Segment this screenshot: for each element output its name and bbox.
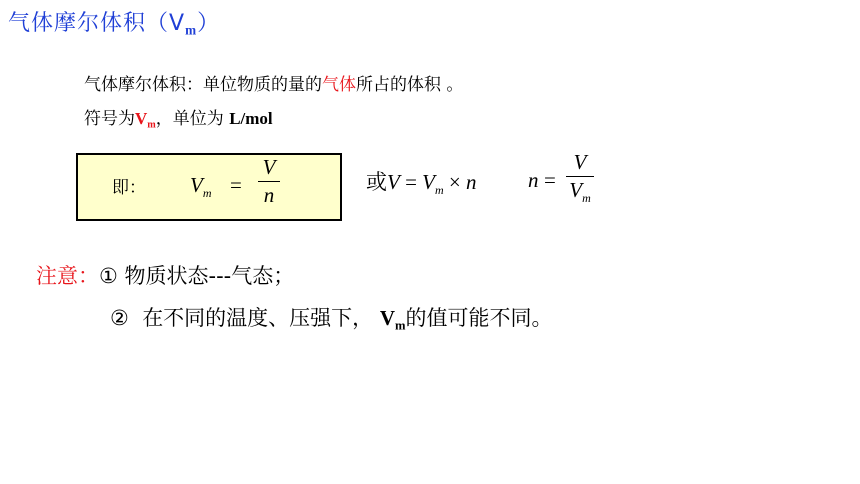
symbol-vm: [135, 109, 156, 131]
note2-vm: [379, 306, 406, 333]
formula-label: 即：: [112, 178, 146, 198]
note-line-1: [36, 260, 294, 290]
alt-expr-c: n: [466, 170, 477, 194]
title-text: 气体摩尔体积（V: [8, 11, 186, 36]
note2-text-a: 在不同的温度、压强下，: [142, 306, 374, 330]
n-lhs: n: [528, 168, 539, 192]
symbol-prefix: 符号为: [84, 109, 135, 129]
note-line-2: [110, 302, 553, 333]
formula-lhs: [190, 173, 212, 201]
fraction-bar: [258, 181, 280, 182]
formula-fraction: [258, 157, 280, 206]
unit-value: L/mol: [229, 109, 273, 128]
definition-suffix: 所占的体积 。: [356, 75, 464, 95]
note1-text: 物质状态---气态；: [124, 264, 295, 288]
note2-number: ②: [110, 306, 129, 330]
title-close: ）: [197, 11, 221, 36]
alt-expr-b-sub: m: [435, 183, 444, 198]
definition-line: [84, 70, 463, 95]
n-equals: =: [544, 168, 556, 192]
formula-numerator: V: [262, 155, 276, 179]
formula-box: [76, 153, 342, 221]
note2-vm-sub: m: [395, 318, 406, 333]
formula-lhs-main: V: [190, 173, 203, 197]
n-formula: [528, 152, 608, 218]
n-denominator: [566, 180, 594, 204]
note1-number: ①: [99, 264, 118, 288]
definition-prefix: 气体摩尔体积：单位物质的量的: [84, 75, 322, 95]
n-fraction: [566, 152, 594, 204]
unit-prefix: ，单位为: [155, 109, 230, 129]
n-den-main: V: [569, 178, 583, 202]
formula-equals: =: [230, 173, 242, 197]
alt-expr-times: ×: [443, 170, 467, 194]
n-fraction-bar: [566, 176, 594, 177]
note2-text-b: 的值可能不同。: [405, 306, 553, 330]
alt-expr-b: V: [422, 170, 435, 194]
formula-denominator: n: [263, 183, 275, 207]
symbol-vm-sub: m: [147, 119, 156, 131]
n-den-sub: m: [582, 191, 591, 206]
page-title: [8, 6, 220, 39]
alt-expr-a: V: [387, 170, 400, 194]
alt-prefix: 或: [366, 170, 387, 194]
alt-formula: [366, 166, 477, 198]
symbol-vm-main: V: [135, 109, 148, 128]
definition-highlight: 气体: [322, 75, 356, 95]
symbol-line: [84, 104, 273, 131]
title-sub: m: [185, 22, 198, 38]
formula-lhs-sub: m: [202, 186, 212, 201]
n-numerator: V: [573, 150, 587, 174]
note2-vm-main: V: [379, 306, 396, 330]
note-label: 注意：: [36, 264, 99, 288]
alt-expr-eq: =: [399, 170, 423, 194]
